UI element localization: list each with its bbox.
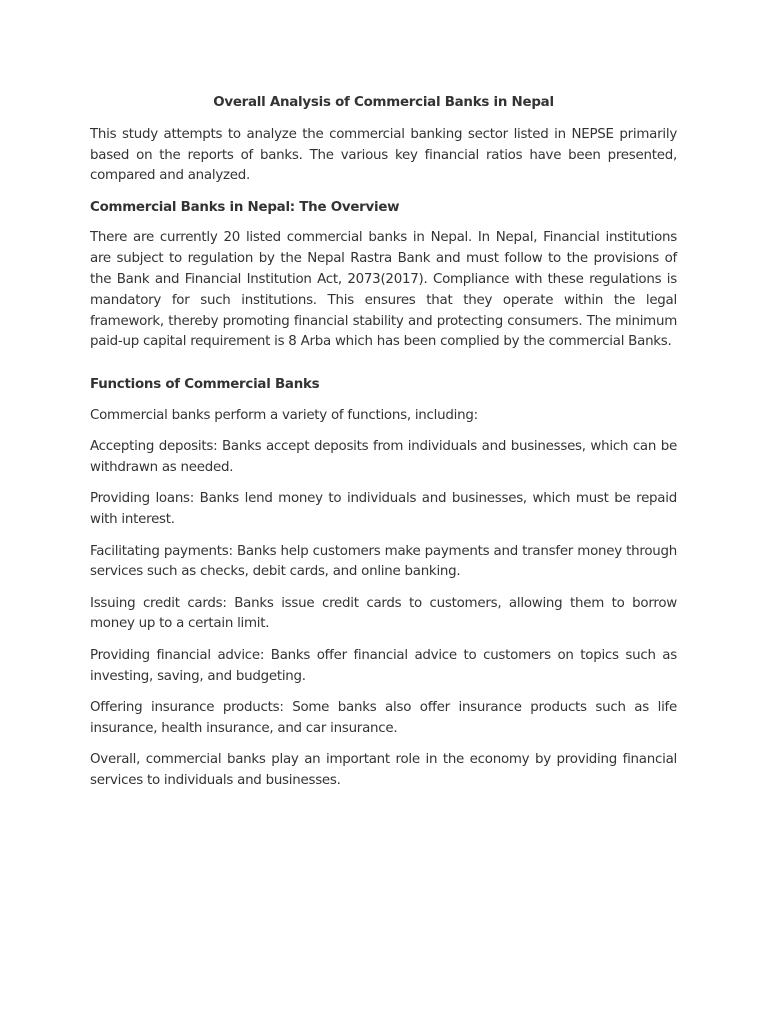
document-page bbox=[90, 93, 677, 802]
overview-heading: Commercial Banks in Nepal: The Overview bbox=[90, 199, 400, 215]
overview-paragraph: There are currently 20 listed commercial banks in Nepal. In Nepal, Financial institutions are subject to regulation by the Nepal Rastra Bank and must follow to the provisions of the Bank and Financial Institution Act, 2073(2017). Compliance with these regulations is mandatory for such institutions. This ensures that they operate within the legal framework, thereby promoting financial stability and protecting consumers. The minimum paid-up capital requirement is 8 Arba which has been complied by the commercial Banks. bbox=[90, 230, 677, 350]
function-item-loans: Providing loans: Banks lend money to individuals and businesses, which must be repaid with interest. bbox=[90, 491, 677, 528]
intro-paragraph: This study attempts to analyze the commercial banking sector listed in NEPSE primarily based on the reports of banks. The various key financial ratios have been presented, compared and analyzed. bbox=[90, 126, 677, 184]
function-item-financial-advice: Providing financial advice: Banks offer financial advice to customers on topics such as investing, saving, and budgeting. bbox=[90, 647, 677, 684]
functions-heading: Functions of Commercial Banks bbox=[90, 377, 320, 393]
function-item-payments: Facilitating payments: Banks help customers make payments and transfer money through services such as checks, debit cards, and online banking. bbox=[90, 543, 677, 580]
function-item-credit-cards: Issuing credit cards: Banks issue credit cards to customers, allowing them to borrow money up to a certain limit. bbox=[90, 595, 677, 632]
document-title: Overall Analysis of Commercial Banks in Nepal bbox=[213, 95, 554, 110]
function-item-deposits: Accepting deposits: Banks accept deposits from individuals and businesses, which can be withdrawn as needed. bbox=[90, 439, 677, 476]
function-item-insurance: Offering insurance products: Some banks also offer insurance products such as life insurance, health insurance, and car insurance. bbox=[90, 699, 677, 736]
functions-intro-paragraph: Commercial banks perform a variety of functions, including: bbox=[90, 408, 478, 424]
conclusion-paragraph: Overall, commercial banks play an important role in the economy by providing financial services to individuals and businesses. bbox=[90, 751, 677, 788]
